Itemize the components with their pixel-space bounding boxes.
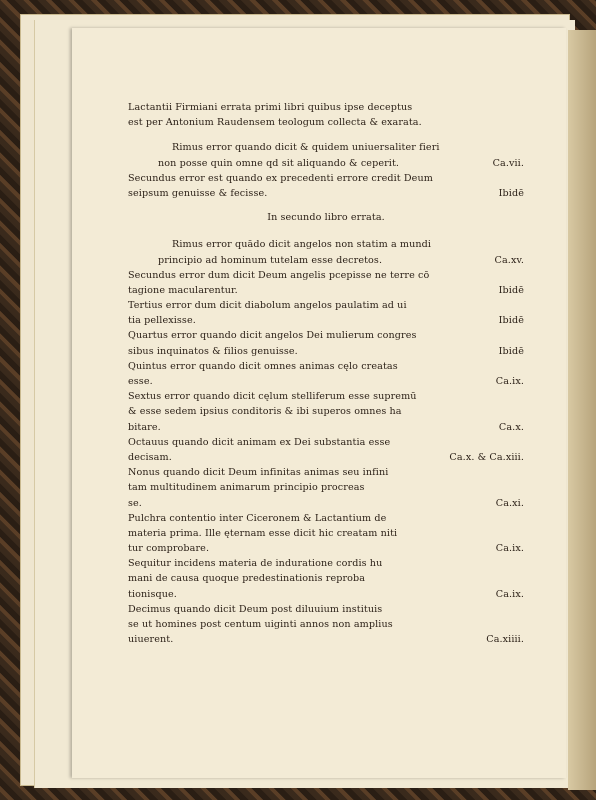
errata-line bbox=[128, 541, 524, 556]
errata-line: Rimus error quādo dicit angelos non statim a mundi bbox=[172, 239, 432, 251]
errata-entry bbox=[128, 237, 524, 267]
intro-line: est per Antonium Raudensem teologum collecta & exarata. bbox=[128, 117, 422, 129]
errata-line: Quartus error quando dicit angelos Dei mulierum congres bbox=[128, 330, 417, 342]
errata-line-text: decisam. bbox=[128, 451, 172, 463]
chapter-reference: Ca.x. bbox=[498, 421, 524, 433]
errata-entry bbox=[128, 435, 524, 465]
errata-line-text: sibus inquinatos & filios genuisse. bbox=[128, 345, 298, 357]
errata-line-text: tagione macularentur. bbox=[128, 284, 238, 296]
errata-line: Sequitur incidens materia de induratione cordis hu bbox=[128, 558, 383, 570]
errata-entry bbox=[128, 268, 524, 298]
chapter-reference: Ibidē bbox=[498, 284, 524, 296]
errata-line: Pulchra contentio inter Ciceronem & Lactantium de bbox=[128, 512, 387, 524]
errata-line bbox=[128, 374, 524, 389]
chapter-reference: Ca.xiiii. bbox=[486, 634, 524, 646]
errata-line bbox=[128, 450, 524, 465]
errata-line bbox=[128, 420, 524, 435]
errata-line-text: se. bbox=[128, 497, 142, 509]
book-spine bbox=[568, 30, 596, 790]
book2-errata bbox=[128, 237, 524, 647]
errata-line-text: uiuerent. bbox=[128, 634, 174, 646]
chapter-reference: Ca.ix. bbox=[495, 543, 524, 555]
errata-line-text: seipsum genuisse & fecisse. bbox=[128, 187, 268, 199]
chapter-reference: Ibidē bbox=[498, 345, 524, 357]
errata-line-text: bitare. bbox=[128, 421, 161, 433]
errata-line bbox=[128, 186, 524, 201]
errata-line bbox=[128, 632, 524, 647]
errata-line-text: tionisque. bbox=[128, 588, 177, 600]
errata-entry bbox=[128, 556, 524, 602]
errata-line bbox=[128, 496, 524, 511]
chapter-reference: Ibidē bbox=[498, 315, 524, 327]
chapter-reference: Ca.x. & Ca.xiii. bbox=[449, 451, 524, 463]
chapter-reference: Ca.xi. bbox=[495, 497, 524, 509]
errata-line: Nonus quando dicit Deum infinitas animas seu infini bbox=[128, 467, 389, 479]
errata-line bbox=[128, 253, 524, 268]
errata-line: mani de causa quoque predestinationis reproba bbox=[128, 573, 366, 585]
errata-line bbox=[128, 156, 524, 171]
errata-line: Secundus error dum dicit Deum angelis pcepisse ne terre cō bbox=[128, 269, 430, 281]
errata-line: tam multitudinem animarum principio procreas bbox=[128, 482, 365, 494]
errata-line-text: tur comprobare. bbox=[128, 543, 210, 555]
chapter-reference: Ca.xv. bbox=[494, 254, 524, 266]
errata-line bbox=[128, 283, 524, 298]
errata-entry bbox=[128, 328, 524, 358]
errata-line: Sextus error quando dicit cęlum stelliferum esse supremū bbox=[128, 391, 417, 403]
errata-entry bbox=[128, 171, 524, 201]
errata-line: Decimus quando dicit Deum post diluuium instituis bbox=[128, 603, 383, 615]
errata-line: Quintus error quando dicit omnes animas cęlo creatas bbox=[128, 360, 398, 372]
errata-line: se ut homines post centum uiginti annos non amplius bbox=[128, 619, 393, 631]
errata-line bbox=[128, 313, 524, 328]
section-heading: In secundo libro errata. bbox=[267, 212, 385, 224]
errata-line-text: non posse quin omne qd sit aliquando & ceperit. bbox=[158, 157, 400, 169]
errata-line-text: esse. bbox=[128, 376, 153, 388]
errata-entry bbox=[128, 511, 524, 557]
chapter-reference: Ca.vii. bbox=[492, 157, 524, 169]
errata-line bbox=[128, 587, 524, 602]
errata-line: Secundus error est quando ex precedenti errore credit Deum bbox=[128, 172, 433, 184]
errata-entry bbox=[128, 465, 524, 511]
chapter-reference: Ibidē bbox=[498, 187, 524, 199]
errata-entry bbox=[128, 298, 524, 328]
errata-line: materia prima. Ille ęternam esse dicit hic creatam niti bbox=[128, 527, 398, 539]
errata-line-text: tia pellexisse. bbox=[128, 315, 196, 327]
book1-errata bbox=[128, 140, 524, 201]
errata-entry bbox=[128, 359, 524, 389]
spacer bbox=[128, 130, 524, 140]
errata-entry bbox=[128, 389, 524, 435]
manuscript-text bbox=[128, 100, 524, 647]
errata-line: & esse sedem ipsius conditoris & ibi superos omnes ha bbox=[128, 406, 402, 418]
errata-entry bbox=[128, 140, 524, 170]
errata-line bbox=[128, 344, 524, 359]
chapter-reference: Ca.ix. bbox=[495, 588, 524, 600]
chapter-reference: Ca.ix. bbox=[495, 376, 524, 388]
errata-line-text: principio ad hominum tutelam esse decretos. bbox=[158, 254, 383, 266]
errata-entry bbox=[128, 602, 524, 648]
errata-line: Rimus error quando dicit & quidem uniuersaliter fieri bbox=[172, 142, 440, 154]
errata-line: Tertius error dum dicit diabolum angelos paulatim ad ui bbox=[128, 300, 407, 312]
errata-line: Octauus quando dicit animam ex Dei substantia esse bbox=[128, 436, 391, 448]
intro-line: Lactantii Firmiani errata primi libri quibus ipse deceptus bbox=[128, 102, 413, 113]
